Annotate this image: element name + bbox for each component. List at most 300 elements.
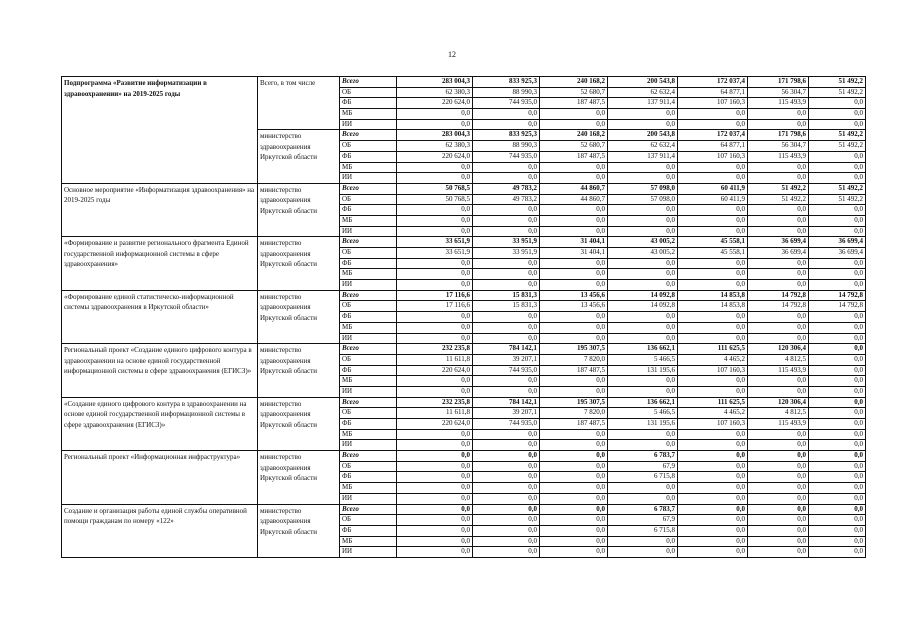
amount-cell: 0,0 [809,419,866,430]
amount-cell: 7 820,0 [540,354,608,365]
amount-cell: 0,0 [397,173,473,184]
amount-cell: 57 098,0 [608,194,678,205]
amount-cell: 56 304,7 [748,87,809,98]
amount-cell: 115 493,9 [748,419,809,430]
amount-cell: 0,0 [748,472,809,483]
amount-cell: 0,0 [397,440,473,451]
amount-cell: 0,0 [540,322,608,333]
amount-cell: 0,0 [809,525,866,536]
amount-cell: 784 142,1 [473,397,540,408]
amount-cell: 0,0 [473,173,540,184]
amount-cell: 744 935,0 [473,98,540,109]
amount-cell: 0,0 [608,333,678,344]
amount-cell: 0,0 [608,440,678,451]
amount-cell: 0,0 [473,333,540,344]
amount-cell: 0,0 [540,386,608,397]
amount-cell: 7 820,0 [540,408,608,419]
funding-source: ИИ [340,280,397,291]
amount-cell: 0,0 [397,376,473,387]
amount-cell: 36 699,4 [809,237,866,248]
amount-cell: 0,0 [397,547,473,558]
amount-cell: 0,0 [540,205,608,216]
amount-cell: 833 925,3 [473,77,540,88]
amount-cell: 0,0 [397,322,473,333]
amount-cell: 62 380,3 [397,141,473,152]
amount-cell: 0,0 [473,440,540,451]
amount-cell: 6 715,8 [608,525,678,536]
amount-cell: 52 680,7 [540,141,608,152]
amount-cell: 0,0 [397,386,473,397]
amount-cell: 0,0 [809,322,866,333]
amount-cell: 0,0 [397,461,473,472]
amount-cell: 0,0 [678,429,748,440]
amount-cell: 0,0 [748,215,809,226]
amount-cell: 115 493,9 [748,98,809,109]
amount-cell: 52 680,7 [540,87,608,98]
amount-cell: 0,0 [473,515,540,526]
amount-cell: 51 492,2 [809,141,866,152]
amount-cell: 0,0 [809,173,866,184]
amount-cell: 0,0 [748,536,809,547]
amount-cell: 0,0 [678,226,748,237]
amount-cell: 131 195,6 [608,419,678,430]
amount-cell: 4 812,5 [748,354,809,365]
amount-cell: 0,0 [608,109,678,120]
amount-cell: 744 935,0 [473,365,540,376]
amount-cell: 0,0 [540,461,608,472]
amount-cell: 0,0 [809,162,866,173]
funding-source: Всего [340,130,397,141]
amount-cell: 51 492,2 [809,183,866,194]
amount-cell: 0,0 [540,483,608,494]
amount-cell: 13 456,6 [540,301,608,312]
amount-cell: 171 798,6 [748,77,809,88]
amount-cell: 0,0 [540,173,608,184]
amount-cell: 51 492,2 [809,194,866,205]
amount-cell: 0,0 [473,429,540,440]
amount-cell: 0,0 [748,504,809,515]
amount-cell: 187 487,5 [540,98,608,109]
table-row [62,237,866,248]
amount-cell: 0,0 [678,376,748,387]
amount-cell: 0,0 [748,312,809,323]
funding-source: ОБ [340,141,397,152]
amount-cell: 171 798,6 [748,130,809,141]
amount-cell: 187 487,5 [540,365,608,376]
amount-cell: 0,0 [748,162,809,173]
amount-cell: 0,0 [473,280,540,291]
amount-cell: 0,0 [397,280,473,291]
funding-source: Всего [340,344,397,355]
table-row [62,344,866,355]
amount-cell: 0,0 [473,536,540,547]
program-name: Региональный проект «Информационная инфраструктура» [62,451,258,504]
amount-cell: 0,0 [809,461,866,472]
amount-cell: 64 877,1 [678,87,748,98]
amount-cell: 36 699,4 [748,237,809,248]
amount-cell: 0,0 [809,226,866,237]
amount-cell: 0,0 [678,205,748,216]
funding-source: ОБ [340,461,397,472]
amount-cell: 0,0 [540,258,608,269]
amount-cell: 0,0 [809,312,866,323]
amount-cell: 0,0 [608,547,678,558]
funding-source: МБ [340,376,397,387]
funding-source: ОБ [340,301,397,312]
amount-cell: 0,0 [748,205,809,216]
amount-cell: 4 812,5 [748,408,809,419]
amount-cell: 6 783,7 [608,504,678,515]
amount-cell: 0,0 [473,162,540,173]
amount-cell: 0,0 [809,429,866,440]
amount-cell: 0,0 [473,109,540,120]
amount-cell: 0,0 [678,109,748,120]
amount-cell: 14 792,8 [809,290,866,301]
amount-cell: 0,0 [608,312,678,323]
amount-cell: 0,0 [809,386,866,397]
amount-cell: 0,0 [678,525,748,536]
amount-cell: 17 116,6 [397,290,473,301]
amount-cell: 0,0 [540,525,608,536]
amount-cell: 0,0 [473,493,540,504]
amount-cell: 33 651,9 [397,237,473,248]
amount-cell: 14 853,8 [678,290,748,301]
amount-cell: 88 990,3 [473,141,540,152]
responsible-executor: министерство здравоохранения Иркутской области [258,451,340,504]
amount-cell: 0,0 [540,376,608,387]
amount-cell: 0,0 [809,119,866,130]
amount-cell: 50 768,5 [397,183,473,194]
amount-cell: 0,0 [608,376,678,387]
amount-cell: 0,0 [809,451,866,462]
amount-cell: 0,0 [397,215,473,226]
amount-cell: 0,0 [473,258,540,269]
amount-cell: 0,0 [678,258,748,269]
funding-source: МБ [340,215,397,226]
amount-cell: 62 380,3 [397,87,473,98]
amount-cell: 0,0 [608,173,678,184]
amount-cell: 0,0 [678,493,748,504]
amount-cell: 0,0 [809,354,866,365]
amount-cell: 0,0 [608,226,678,237]
amount-cell: 0,0 [608,280,678,291]
amount-cell: 49 783,2 [473,183,540,194]
amount-cell: 50 768,5 [397,194,473,205]
amount-cell: 232 235,8 [397,344,473,355]
amount-cell: 0,0 [809,440,866,451]
amount-cell: 0,0 [748,429,809,440]
amount-cell: 0,0 [473,472,540,483]
amount-cell: 107 160,3 [678,151,748,162]
amount-cell: 0,0 [809,515,866,526]
budget-table [61,76,866,558]
amount-cell: 0,0 [678,173,748,184]
responsible-executor: министерство здравоохранения Иркутской области [258,237,340,290]
amount-cell: 0,0 [397,515,473,526]
funding-source: ФБ [340,472,397,483]
amount-cell: 0,0 [748,258,809,269]
amount-cell: 0,0 [678,312,748,323]
amount-cell: 0,0 [473,119,540,130]
funding-source: ОБ [340,354,397,365]
amount-cell: 131 195,6 [608,365,678,376]
table-row [62,451,866,462]
amount-cell: 0,0 [473,376,540,387]
amount-cell: 44 860,7 [540,183,608,194]
amount-cell: 44 860,7 [540,194,608,205]
amount-cell: 220 624,0 [397,151,473,162]
amount-cell: 0,0 [678,386,748,397]
amount-cell: 0,0 [397,333,473,344]
amount-cell: 51 492,2 [809,77,866,88]
amount-cell: 220 624,0 [397,98,473,109]
amount-cell: 51 492,2 [809,87,866,98]
funding-source: ИИ [340,119,397,130]
funding-source: ИИ [340,386,397,397]
amount-cell: 0,0 [678,451,748,462]
amount-cell: 0,0 [397,205,473,216]
amount-cell: 33 951,9 [473,237,540,248]
amount-cell: 5 466,5 [608,408,678,419]
amount-cell: 0,0 [809,547,866,558]
amount-cell: 0,0 [397,472,473,483]
amount-cell: 195 307,5 [540,344,608,355]
amount-cell: 220 624,0 [397,365,473,376]
amount-cell: 137 911,4 [608,98,678,109]
funding-source: Всего [340,77,397,88]
amount-cell: 115 493,9 [748,151,809,162]
amount-cell: 0,0 [678,162,748,173]
amount-cell: 0,0 [540,226,608,237]
funding-source: ФБ [340,98,397,109]
amount-cell: 67,9 [608,461,678,472]
amount-cell: 0,0 [540,269,608,280]
amount-cell: 0,0 [540,536,608,547]
amount-cell: 62 632,4 [608,87,678,98]
amount-cell: 51 492,2 [809,130,866,141]
amount-cell: 0,0 [397,483,473,494]
amount-cell: 0,0 [540,429,608,440]
amount-cell: 33 951,9 [473,248,540,259]
amount-cell: 62 632,4 [608,141,678,152]
amount-cell: 136 662,1 [608,344,678,355]
amount-cell: 33 651,9 [397,248,473,259]
amount-cell: 0,0 [678,515,748,526]
amount-cell: 39 207,1 [473,408,540,419]
amount-cell: 0,0 [608,493,678,504]
amount-cell: 0,0 [397,226,473,237]
program-name: Региональный проект «Создание единого цифрового контура в здравоохранении на основе единой государственной информационной системы в сфере здравоохранения (ЕГИСЗ)» [62,344,258,397]
amount-cell: 0,0 [397,258,473,269]
funding-source: МБ [340,109,397,120]
amount-cell: 744 935,0 [473,419,540,430]
funding-source: Всего [340,290,397,301]
amount-cell: 51 492,2 [748,183,809,194]
amount-cell: 0,0 [809,493,866,504]
amount-cell: 13 456,6 [540,290,608,301]
amount-cell: 67,9 [608,515,678,526]
amount-cell: 36 699,4 [809,248,866,259]
amount-cell: 0,0 [678,333,748,344]
amount-cell: 57 098,0 [608,183,678,194]
amount-cell: 0,0 [473,483,540,494]
amount-cell: 172 037,4 [678,77,748,88]
amount-cell: 0,0 [748,376,809,387]
amount-cell: 283 004,3 [397,130,473,141]
funding-source: ФБ [340,312,397,323]
funding-source: Всего [340,183,397,194]
amount-cell: 0,0 [809,365,866,376]
funding-source: Всего [340,504,397,515]
program-name: Основное мероприятие «Информатизация здравоохранения» на 2019-2025 годы [62,183,258,236]
amount-cell: 0,0 [678,472,748,483]
amount-cell: 0,0 [608,162,678,173]
responsible-executor: министерство здравоохранения Иркутской области [258,397,340,450]
amount-cell: 0,0 [809,397,866,408]
table-row [62,77,866,88]
amount-cell: 11 611,8 [397,354,473,365]
amount-cell: 0,0 [473,386,540,397]
funding-source: ОБ [340,194,397,205]
amount-cell: 0,0 [748,173,809,184]
amount-cell: 0,0 [748,525,809,536]
amount-cell: 0,0 [678,280,748,291]
amount-cell: 0,0 [748,483,809,494]
amount-cell: 744 935,0 [473,151,540,162]
amount-cell: 107 160,3 [678,98,748,109]
program-name: «Создание единого цифрового контура в здравоохранении на основе единой государственной информационной системы в сфере здравоохранения (ЕГИСЗ)» [62,397,258,450]
amount-cell: 0,0 [473,322,540,333]
amount-cell: 0,0 [540,515,608,526]
amount-cell: 0,0 [748,119,809,130]
amount-cell: 0,0 [748,269,809,280]
amount-cell: 0,0 [397,451,473,462]
amount-cell: 17 116,6 [397,301,473,312]
amount-cell: 0,0 [748,333,809,344]
amount-cell: 120 306,4 [748,397,809,408]
amount-cell: 14 792,8 [748,301,809,312]
amount-cell: 0,0 [809,472,866,483]
amount-cell: 0,0 [397,312,473,323]
amount-cell: 56 304,7 [748,141,809,152]
amount-cell: 0,0 [397,269,473,280]
amount-cell: 0,0 [540,493,608,504]
amount-cell: 6 715,8 [608,472,678,483]
amount-cell: 200 543,8 [608,77,678,88]
amount-cell: 137 911,4 [608,151,678,162]
amount-cell: 15 831,3 [473,290,540,301]
amount-cell: 0,0 [540,119,608,130]
amount-cell: 0,0 [540,312,608,323]
amount-cell: 0,0 [678,536,748,547]
amount-cell: 0,0 [473,525,540,536]
amount-cell: 0,0 [397,525,473,536]
amount-cell: 0,0 [540,440,608,451]
amount-cell: 0,0 [678,504,748,515]
amount-cell: 60 411,9 [678,183,748,194]
page-number: 12 [448,50,456,59]
amount-cell: 0,0 [678,547,748,558]
amount-cell: 6 783,7 [608,451,678,462]
amount-cell: 195 307,5 [540,397,608,408]
amount-cell: 0,0 [608,119,678,130]
amount-cell: 240 168,2 [540,130,608,141]
amount-cell: 0,0 [748,440,809,451]
funding-source: ИИ [340,493,397,504]
amount-cell: 0,0 [540,162,608,173]
table-row [62,397,866,408]
funding-source: МБ [340,429,397,440]
amount-cell: 60 411,9 [678,194,748,205]
amount-cell: 0,0 [748,461,809,472]
funding-source: Всего [340,397,397,408]
amount-cell: 0,0 [748,280,809,291]
amount-cell: 0,0 [678,483,748,494]
amount-cell: 4 465,2 [678,408,748,419]
amount-cell: 0,0 [678,215,748,226]
amount-cell: 64 877,1 [678,141,748,152]
program-name: «Формирование и развитие регионального фрагмента Единой государственной информационной системы в сфере здравоохранения» [62,237,258,290]
responsible-executor: министерство здравоохранения Иркутской области [258,290,340,343]
amount-cell: 0,0 [397,504,473,515]
funding-source: ИИ [340,440,397,451]
amount-cell: 136 662,1 [608,397,678,408]
amount-cell: 0,0 [608,205,678,216]
amount-cell: 31 404,1 [540,248,608,259]
amount-cell: 107 160,3 [678,419,748,430]
amount-cell: 0,0 [809,280,866,291]
amount-cell: 0,0 [809,109,866,120]
funding-source: ИИ [340,226,397,237]
amount-cell: 14 092,8 [608,301,678,312]
amount-cell: 14 792,8 [748,290,809,301]
amount-cell: 0,0 [678,322,748,333]
funding-source: МБ [340,269,397,280]
amount-cell: 39 207,1 [473,354,540,365]
funding-source: МБ [340,322,397,333]
amount-cell: 0,0 [748,451,809,462]
funding-source: ОБ [340,515,397,526]
amount-cell: 220 624,0 [397,419,473,430]
amount-cell: 0,0 [473,504,540,515]
amount-cell: 0,0 [678,440,748,451]
amount-cell: 14 092,8 [608,290,678,301]
amount-cell: 88 990,3 [473,87,540,98]
responsible-executor: министерство здравоохранения Иркутской области [258,344,340,397]
amount-cell: 187 487,5 [540,419,608,430]
amount-cell: 51 492,2 [748,194,809,205]
funding-source: ИИ [340,547,397,558]
funding-source: ОБ [340,87,397,98]
amount-cell: 0,0 [678,461,748,472]
amount-cell: 4 465,2 [678,354,748,365]
amount-cell: 0,0 [748,322,809,333]
amount-cell: 0,0 [748,109,809,120]
amount-cell: 45 558,1 [678,237,748,248]
funding-source: ИИ [340,333,397,344]
amount-cell: 0,0 [397,162,473,173]
amount-cell: 0,0 [540,472,608,483]
amount-cell: 0,0 [540,109,608,120]
amount-cell: 0,0 [397,109,473,120]
amount-cell: 784 142,1 [473,344,540,355]
amount-cell: 43 005,2 [608,248,678,259]
funding-source: Всего [340,451,397,462]
amount-cell: 0,0 [540,451,608,462]
amount-cell: 0,0 [540,547,608,558]
amount-cell: 0,0 [397,536,473,547]
amount-cell: 0,0 [608,269,678,280]
